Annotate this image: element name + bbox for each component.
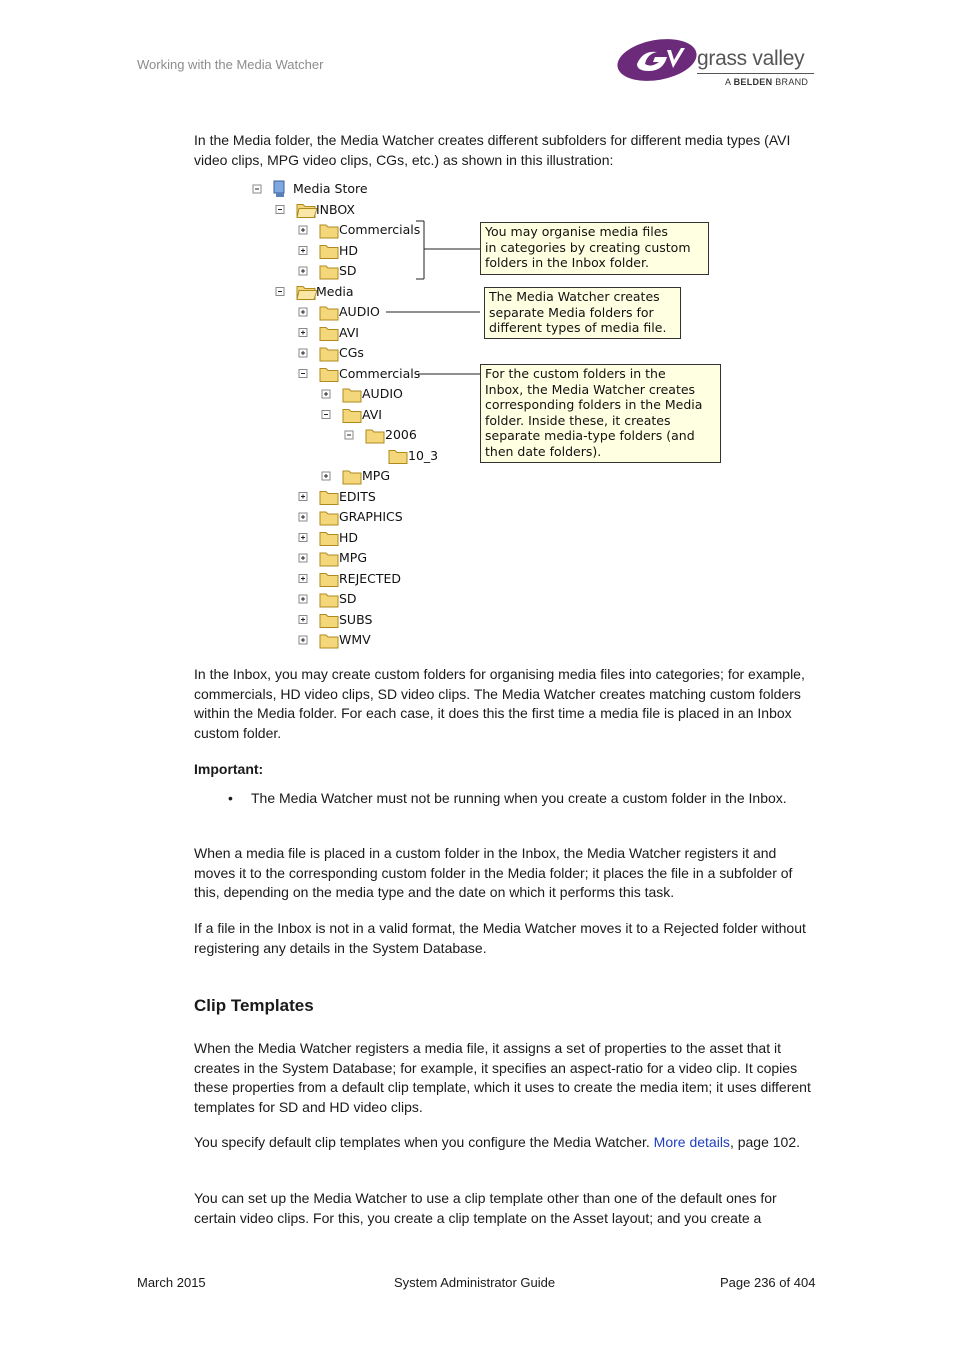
tree-node-label[interactable]: Media <box>316 283 354 299</box>
tree-node-label[interactable]: SD <box>339 591 357 606</box>
folder-icon <box>320 246 338 259</box>
logo-wordmark: grass valley <box>697 47 805 70</box>
bullet-item: The Media Watcher must not be running when you create a custom folder in the Inbox. <box>251 790 787 806</box>
bullet-marker: • <box>228 790 233 806</box>
footer-page-number: Page 236 of 404 <box>720 1275 816 1290</box>
tree-node-label[interactable]: CGs <box>339 345 364 360</box>
tree-node-label[interactable]: SD <box>339 263 357 278</box>
tree-node-label[interactable]: 10_3 <box>408 447 439 463</box>
callout-line: then date folders). <box>485 443 602 459</box>
folder-icon <box>320 635 338 648</box>
folder-icon <box>320 553 338 566</box>
tree-node-label[interactable]: AVI <box>339 324 359 340</box>
tree-node-label[interactable]: Commercials <box>339 222 421 237</box>
folder-icon <box>320 533 338 546</box>
section-heading: Clip Templates <box>194 996 314 1015</box>
tree-node-label[interactable]: GRAPHICS <box>339 509 403 524</box>
folder-tree-illustration <box>240 178 740 658</box>
custom-template-paragraph: You can set up the Media Watcher to use a clip template other than one of the default ones for certain video clips. For this, you create a clip template on the Asset layout; and you create a <box>194 1190 777 1226</box>
folder-icon <box>389 451 407 464</box>
folder-icon <box>320 615 338 628</box>
tree-node-label[interactable]: INBOX <box>316 201 355 217</box>
tree-node-label[interactable]: SUBS <box>339 611 373 627</box>
callout-line: folders in the Inbox folder. <box>485 255 649 271</box>
callout-line: Inbox, the Media Watcher creates <box>485 381 696 397</box>
intro-paragraph: In the Media folder, the Media Watcher creates different subfolders for different media types (AVI video clips, MPG video clips, CGs, etc.) as shown in this illustration: <box>194 132 791 168</box>
folder-icon <box>320 328 338 341</box>
folder-icon <box>320 225 338 238</box>
folder-icon <box>366 430 384 443</box>
folder-icon <box>320 512 338 525</box>
folder-icon <box>320 348 338 361</box>
default-templates-paragraph: You specify default clip templates when you configure the Media Watcher. More details, page 102. <box>194 1134 800 1150</box>
callout-line: folder. Inside these, it creates <box>485 412 671 428</box>
tree-node-label[interactable]: Commercials <box>339 365 421 381</box>
folder-icon <box>320 369 338 382</box>
tree-callout <box>480 364 721 463</box>
tree-node-label[interactable]: HD <box>339 529 359 545</box>
media-store-icon <box>274 181 284 193</box>
callout-line: corresponding folders in the Media <box>485 397 703 413</box>
callout-line: For the custom folders in the <box>485 366 666 381</box>
footer-title: System Administrator Guide <box>394 1275 556 1290</box>
tree-node-label[interactable]: MPG <box>362 468 391 483</box>
folder-icon <box>320 574 338 587</box>
callout-line: separate media-type folders (and <box>485 428 695 444</box>
callout-line: You may organise media files <box>485 224 668 239</box>
tree-node-label[interactable]: REJECTED <box>339 570 402 586</box>
tree-node-label[interactable]: AUDIO <box>339 304 380 319</box>
folder-icon <box>343 389 361 402</box>
callout-line: separate Media folders for <box>489 304 654 320</box>
tree-node-label[interactable]: AVI <box>362 406 382 422</box>
tree-node-label[interactable]: AUDIO <box>362 386 403 401</box>
callout-line: in categories by creating custom <box>485 239 691 255</box>
register-paragraph: When a media file is placed in a custom folder in the Inbox, the Media Watcher registers it and moves it to the corresponding custom folder in the Media folder; it places the file in a subfolder of this, depending on the media type and the date on which it performs this task. <box>194 845 793 901</box>
tree-callout <box>484 287 681 339</box>
tree-node-label[interactable]: 2006 <box>385 427 417 442</box>
tree-node-label[interactable]: HD <box>339 242 359 258</box>
inbox-paragraph: In the Inbox, you may create custom folders for organising media files into categories; for example, commercials, HD video clips, SD video clips. The Media Watcher creates matching custom folders within the Media folder. For each case, it does this the first time a media file is placed in an Inbox custom folder. <box>194 666 805 741</box>
open-folder-flap <box>297 291 317 300</box>
tree-node-label[interactable]: WMV <box>339 632 371 647</box>
folder-icon <box>343 410 361 423</box>
tree-node-label[interactable]: MPG <box>339 550 368 565</box>
folder-icon <box>343 471 361 484</box>
rejected-paragraph: If a file in the Inbox is not in a valid format, the Media Watcher moves it to a Rejected folder without registering any details in the System Database. <box>194 920 806 956</box>
tree-callout <box>480 222 709 275</box>
open-folder-flap <box>297 209 317 218</box>
logo-divider <box>697 73 814 74</box>
folder-icon <box>320 594 338 607</box>
folder-icon <box>320 307 338 320</box>
media-store-base <box>276 193 284 197</box>
folder-icon <box>320 266 338 279</box>
folder-icon <box>320 492 338 505</box>
callout-line: different types of media file. <box>489 320 667 336</box>
callout-line: The Media Watcher creates <box>489 289 660 304</box>
logo-tagline: A BELDEN BRAND <box>725 77 809 87</box>
more-details-link[interactable]: More details <box>653 1134 730 1150</box>
clip-template-paragraph: When the Media Watcher registers a media file, it assigns a set of properties to the asset that it creates in the System Database; for example, it specifies an aspect-ratio for a video clip. It copies these properties from a default clip template, which it uses to create the media item; it uses different templates for SD and HD video clips. <box>194 1040 811 1115</box>
tree-node-label[interactable]: Media Store <box>293 181 368 196</box>
tree-node-label[interactable]: EDITS <box>339 488 376 504</box>
footer-date: March 2015 <box>137 1275 206 1290</box>
running-header: Working with the Media Watcher <box>137 57 324 72</box>
important-label: Important: <box>194 761 264 777</box>
